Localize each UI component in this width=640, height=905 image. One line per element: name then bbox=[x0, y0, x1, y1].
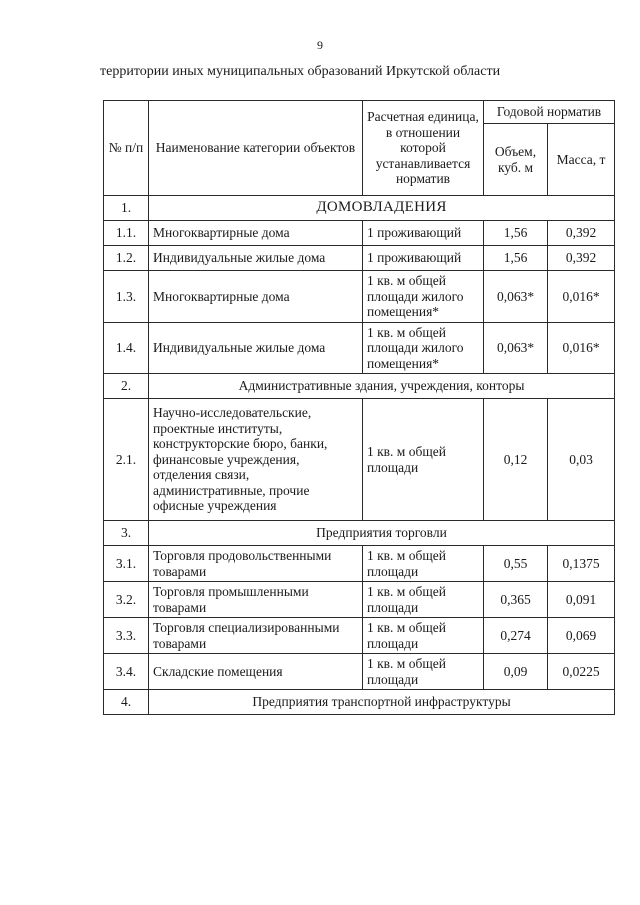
row-name: Научно-исследовательские, проектные институты, конструкторские бюро, банки, финансовые учреждения, отделения связи, административные, прочие офисные учреждения bbox=[149, 399, 363, 521]
row-name: Индивидуальные жилые дома bbox=[149, 322, 363, 374]
row-unit: 1 кв. м общей площади bbox=[363, 399, 484, 521]
row-unit: 1 кв. м общей площади bbox=[363, 546, 484, 582]
table-row bbox=[104, 654, 615, 690]
row-volume: 0,12 bbox=[484, 399, 548, 521]
row-number: 3.3. bbox=[104, 618, 149, 654]
table-row bbox=[104, 322, 615, 374]
section-title: Административные здания, учреждения, конторы bbox=[149, 374, 615, 399]
row-number: 1.3. bbox=[104, 271, 149, 323]
row-mass: 0,091 bbox=[548, 582, 615, 618]
table-row bbox=[104, 582, 615, 618]
row-unit: 1 кв. м общей площади bbox=[363, 618, 484, 654]
row-mass: 0,016* bbox=[548, 271, 615, 323]
row-unit: 1 кв. м общей площади жилого помещения* bbox=[363, 271, 484, 323]
header-mass: Масса, т bbox=[548, 124, 615, 196]
row-volume: 0,063* bbox=[484, 322, 548, 374]
row-mass: 0,0225 bbox=[548, 654, 615, 690]
header-volume: Объем, куб. м bbox=[484, 124, 548, 196]
row-number: 2.1. bbox=[104, 399, 149, 521]
row-unit: 1 проживающий bbox=[363, 246, 484, 271]
section-number: 4. bbox=[104, 690, 149, 715]
section-title: ДОМОВЛАДЕНИЯ bbox=[149, 196, 615, 221]
header-row-1 bbox=[104, 101, 615, 124]
table-row bbox=[104, 221, 615, 246]
section-number: 3. bbox=[104, 521, 149, 546]
row-volume: 1,56 bbox=[484, 221, 548, 246]
row-mass: 0,392 bbox=[548, 221, 615, 246]
row-number: 1.2. bbox=[104, 246, 149, 271]
row-name: Торговля специализированными товарами bbox=[149, 618, 363, 654]
section-row bbox=[104, 196, 615, 221]
table-row bbox=[104, 618, 615, 654]
table-body bbox=[104, 196, 615, 715]
intro-text: территории иных муниципальных образований Иркутской области bbox=[100, 64, 501, 79]
row-mass: 0,392 bbox=[548, 246, 615, 271]
row-mass: 0,069 bbox=[548, 618, 615, 654]
row-volume: 0,09 bbox=[484, 654, 548, 690]
page-number: 9 bbox=[317, 38, 323, 52]
section-title: Предприятия транспортной инфраструктуры bbox=[149, 690, 615, 715]
norms-table bbox=[103, 100, 615, 715]
row-name: Многоквартирные дома bbox=[149, 271, 363, 323]
row-volume: 0,063* bbox=[484, 271, 548, 323]
row-number: 1.4. bbox=[104, 322, 149, 374]
section-row bbox=[104, 521, 615, 546]
table-row bbox=[104, 399, 615, 521]
row-volume: 1,56 bbox=[484, 246, 548, 271]
row-name: Индивидуальные жилые дома bbox=[149, 246, 363, 271]
row-mass: 0,1375 bbox=[548, 546, 615, 582]
header-number: № п/п bbox=[104, 101, 149, 196]
row-volume: 0,55 bbox=[484, 546, 548, 582]
row-number: 3.1. bbox=[104, 546, 149, 582]
row-number: 1.1. bbox=[104, 221, 149, 246]
row-unit: 1 кв. м общей площади bbox=[363, 582, 484, 618]
header-category: Наименование категории объектов bbox=[149, 101, 363, 196]
row-volume: 0,274 bbox=[484, 618, 548, 654]
header-unit: Расчетная единица, в отношении которой устанавливается норматив bbox=[363, 101, 484, 196]
row-volume: 0,365 bbox=[484, 582, 548, 618]
row-mass: 0,03 bbox=[548, 399, 615, 521]
row-name: Торговля промышленными товарами bbox=[149, 582, 363, 618]
table-row bbox=[104, 246, 615, 271]
row-number: 3.4. bbox=[104, 654, 149, 690]
row-mass: 0,016* bbox=[548, 322, 615, 374]
section-row bbox=[104, 690, 615, 715]
row-name: Торговля продовольственными товарами bbox=[149, 546, 363, 582]
header-annual: Годовой норматив bbox=[484, 101, 615, 124]
table-row bbox=[104, 271, 615, 323]
table-row bbox=[104, 546, 615, 582]
section-row bbox=[104, 374, 615, 399]
row-unit: 1 кв. м общей площади bbox=[363, 654, 484, 690]
section-number: 1. bbox=[104, 196, 149, 221]
row-unit: 1 проживающий bbox=[363, 221, 484, 246]
row-unit: 1 кв. м общей площади жилого помещения* bbox=[363, 322, 484, 374]
section-title: Предприятия торговли bbox=[149, 521, 615, 546]
row-name: Многоквартирные дома bbox=[149, 221, 363, 246]
section-number: 2. bbox=[104, 374, 149, 399]
row-name: Складские помещения bbox=[149, 654, 363, 690]
row-number: 3.2. bbox=[104, 582, 149, 618]
